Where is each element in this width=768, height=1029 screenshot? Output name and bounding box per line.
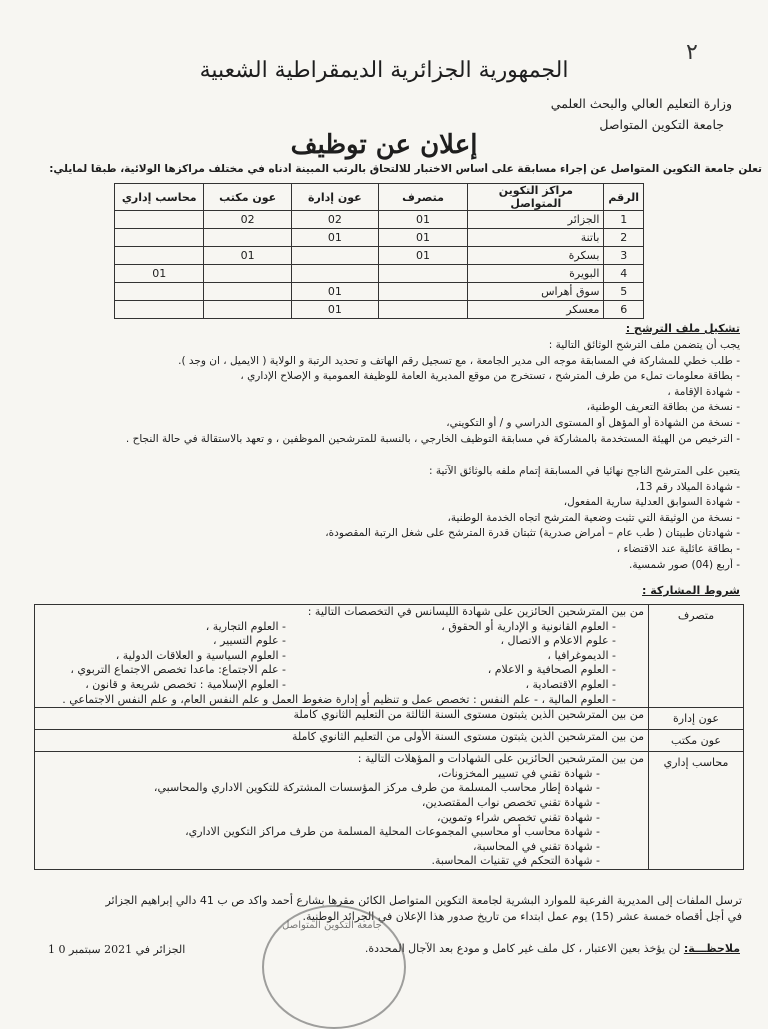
place-label: الجزائر في [135, 943, 186, 956]
table-row [115, 265, 644, 283]
list-item: - شهادة إطار محاسب المسلمة من طرف مركز المؤسسات المشتركة للتكوين الاداري والمحاسبي، [153, 781, 600, 795]
ministry-name: وزارة التعليم العالي والبحث العلمي [550, 96, 732, 111]
corner-mark: ٢ [686, 40, 698, 65]
table-header-row [115, 184, 644, 211]
table-row [115, 301, 644, 319]
table-cell [115, 247, 204, 265]
list-item: - شهادة تقني في تسيير المخزونات، [437, 766, 600, 780]
table-cell: 6 [604, 301, 644, 319]
seal-text: جامعة التكوين المتواصل [282, 920, 382, 931]
table-cell [378, 265, 467, 283]
table-cell: 01 [378, 247, 467, 265]
table-row [35, 605, 744, 708]
table-row [115, 283, 644, 301]
position-cell: عون مكتب [649, 730, 744, 752]
table-cell: 01 [291, 229, 378, 247]
conditions-intro: من بين المترشحين الحائزين على الشهادات و المؤهلات التالية : [357, 752, 644, 766]
position-cell: عون إدارة [649, 708, 744, 730]
table-row [115, 229, 644, 247]
position-cell: محاسب إداري [649, 752, 744, 870]
table-cell: 01 [291, 301, 378, 319]
header-cell: الرقم [604, 184, 644, 211]
conditions-heading: شروط المشاركة : [642, 584, 740, 597]
date-value: 2021 سبتمبر 0 1 [48, 943, 133, 956]
conditions-table [34, 604, 744, 870]
header-cell: عون مكتب [204, 184, 291, 211]
table-cell [115, 301, 204, 319]
list-item: - علوم الاعلام و الاتصال ، [500, 634, 616, 648]
list-item: - نسخة من الوثيقة التي تثبت وضعية المترشح اتجاه الخدمة الوطنية، [447, 511, 740, 524]
university-name: جامعة التكوين المتواصل [599, 117, 724, 132]
table-row [35, 730, 744, 752]
list-item: - الديموغرافيا ، [547, 648, 616, 662]
table-cell [115, 283, 204, 301]
intro-paragraph: تعلن جامعة التكوين المتواصل عن إجراء مسابقة على أساس الاختبار للالتحاق بالرتب المبينة أدناه في مختلف مراكزها الولائية، طبقا لمايلي: [49, 163, 762, 175]
table-cell: الجزائر [468, 211, 604, 229]
completion-section-list [10, 464, 740, 573]
table-cell: معسكر [468, 301, 604, 319]
list-item: - بطاقة معلومات تملء من طرف المترشح ، تستخرج من موقع المديرية العامة للوظيفة العمومية و الإصلاح الإداري ، [240, 370, 740, 383]
table-cell: 01 [378, 211, 467, 229]
list-item: - شهادة تقني في المحاسبة، [473, 839, 600, 853]
list-item: - العلوم القانونية و الإدارية أو الحقوق ، [441, 619, 616, 633]
list-item: - شهادة السوابق العدلية سارية المفعول، [563, 496, 740, 509]
list-item: - العلوم التجارية ، [205, 619, 286, 633]
table-cell: 01 [291, 283, 378, 301]
conditions-cell [35, 605, 649, 708]
list-item: - العلوم الاقتصادية ، [525, 677, 616, 691]
table-row [115, 247, 644, 265]
table-cell: 01 [378, 229, 467, 247]
list-item: - العلوم السياسية و العلاقات الدولية ، [115, 648, 286, 662]
list-item: يتعين على المترشح الناجح نهائيا في المسابقة إتمام ملفه بالوثائق الآتية : [428, 465, 740, 477]
table-cell: 2 [604, 229, 644, 247]
table-cell [115, 229, 204, 247]
list-item: - العلوم المالية ، - علم النفس : تخصص عمل و تنظيم أو إدارة ضغوط العمل و علم النفس العام، و علم النفس الاجتماعي . [62, 692, 616, 706]
table-cell: 1 [604, 211, 644, 229]
list-item: - نسخة من بطاقة التعريف الوطنية، [586, 401, 740, 414]
table-cell [204, 283, 291, 301]
note [365, 942, 740, 955]
table-cell [115, 211, 204, 229]
list-item: - شهادتان طبيتان ( طب عام – أمراض صدرية) تثبتان قدرة المترشح على شغل الرتبة المقصودة، [325, 527, 740, 540]
table-cell: باتنة [468, 229, 604, 247]
list-item: - علوم التسيير ، [213, 634, 286, 648]
note-text: لن يؤخذ بعين الاعتبار ، كل ملف غير كامل و مودع بعد الآجال المحددة. [364, 942, 681, 955]
header-cell: عون إدارة [291, 184, 378, 211]
list-item: - العلوم الإسلامية : تخصص شريعة و قانون ، [85, 677, 286, 691]
conditions-cell: من بين المترشحين الذين يثبتون مستوى السنة الثالثة من التعليم الثانوي كاملة [35, 708, 649, 730]
table-cell: 01 [115, 265, 204, 283]
specialties-left-column [39, 620, 286, 693]
file-section-list [10, 338, 740, 447]
position-cell: متصرف [649, 605, 744, 708]
table-cell: البويرة [468, 265, 604, 283]
table-cell: 02 [204, 211, 291, 229]
list-item: - شهادة التحكم في تقنيات المحاسبة. [431, 854, 600, 868]
note-label: ملاحظـــة: [683, 942, 740, 955]
page-title: إعلان عن توظيف [290, 130, 478, 160]
list-item: - شهادة الإقامة ، [667, 385, 740, 398]
table-cell [378, 283, 467, 301]
table-cell: بسكرة [468, 247, 604, 265]
table-cell [291, 265, 378, 283]
list-item: - شهادة تقني تخصص شراء وتموين، [437, 810, 600, 824]
conditions-cell: من بين المترشحين الذين يثبتون مستوى السنة الأولى من التعليم الثانوي كاملة [35, 730, 649, 752]
closing-line: في أجل أقصاه خمسة عشر (15) يوم عمل ابتداء من تاريخ صدور هذا الإعلان في الجرائد الوطنية. [302, 910, 742, 923]
list-item: - شهادة محاسب أو محاسبي المجموعات المحلية المسلمة من طرف مراكز التكوين الاداري، [185, 825, 600, 839]
list-item: - شهادة تقني تخصص نواب المقتصدين، [421, 795, 600, 809]
table-cell: 02 [291, 211, 378, 229]
positions-table [114, 183, 644, 319]
republic-header: الجمهورية الجزائرية الديمقراطية الشعبية [199, 58, 569, 83]
table-cell: 3 [604, 247, 644, 265]
table-cell: 5 [604, 283, 644, 301]
table-cell [378, 301, 467, 319]
table-cell [204, 301, 291, 319]
date-line [48, 943, 185, 956]
table-cell [204, 265, 291, 283]
list-item: - نسخة من الشهادة أو المؤهل أو المستوى الدراسي و / أو التكويني، [446, 416, 740, 429]
list-item: - الترخيص من الهيئة المستخدمة بالمشاركة في مسابقة التوظيف الخارجي ، بالنسبة للمترشحين الموظفين ، و تعهد بالاستقالة في حالة النجاح . [125, 432, 740, 445]
table-cell: 01 [204, 247, 291, 265]
header-cell: محاسب إداري [115, 184, 204, 211]
table-cell: سوق أهراس [468, 283, 604, 301]
table-cell: 4 [604, 265, 644, 283]
specialties-right-column [286, 620, 644, 693]
table-cell [204, 229, 291, 247]
list-item: - العلوم الصحافية و الاعلام ، [487, 663, 616, 677]
table-cell [291, 247, 378, 265]
closing-line: ترسل الملفات إلى المديرية الفرعية للموارد البشرية لجامعة التكوين المتواصل الكائن مقرها بشارع أحمد واكد ص ب 41 دالي إبراهيم الجزائر [105, 894, 742, 907]
conditions-cell [35, 752, 649, 870]
list-item: يجب أن يتضمن ملف الترشح الوثائق التالية : [548, 339, 740, 351]
list-item: - طلب خطي للمشاركة في المسابقة موجه الى مدير الجامعة ، مع تسجيل رقم الهاتف و تحديد الرتبة و الولاية ( الايميل ، ان وجد ). [178, 354, 740, 367]
header-cell: متصرف [378, 184, 467, 211]
list-item: - شهادة الميلاد رقم 13، [635, 480, 740, 493]
header-cell: مراكز التكوين المتواصل [468, 184, 604, 211]
table-row [35, 752, 744, 870]
conditions-intro: من بين المترشحين الحائزين على شهادة الليسانس في التخصصات التالية : [307, 605, 644, 618]
list-item: - أربع (04) صور شمسية. [629, 558, 740, 571]
file-section-heading: تشكيل ملف الترشح : [625, 322, 740, 335]
specialties-columns [39, 620, 644, 693]
list-item: - بطاقة عائلية عند الاقتضاء ، [616, 542, 740, 555]
table-row [115, 211, 644, 229]
list-item: - علم الاجتماع: ماعدا تخصص الاجتماع التربوي ، [70, 663, 286, 677]
table-row [35, 708, 744, 730]
